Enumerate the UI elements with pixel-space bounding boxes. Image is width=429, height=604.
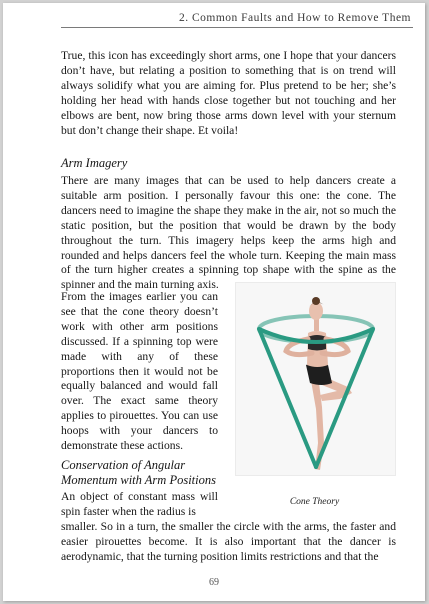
paragraph [61,174,396,293]
book-page [3,3,425,601]
page-number: 69 [209,577,219,588]
paragraph-text: There are many images that can be used to help dancers create a suitable arm position. I personally favour this one: the cone. The dancers need to imagine the shape they make in the air, not so much the static position, but the position that would be drawn by the body throughout the turn. This imagery helps keep the arms high and rounded and helps dancers feel the whole turn. Keeping the main mass of the turn higher creates a spinning top shape with the spine as the spinner and the main turning axis. [61,174,396,292]
dancer-in-cone-illustration [236,283,395,475]
paragraph [61,49,396,138]
paragraph-text: An object of constant mass will spin faster when the radius is [61,490,218,518]
running-head: 2. Common Faults and How to Remove Them [178,12,411,24]
cone-theory-figure [235,282,396,476]
section-heading-arm-imagery: Arm Imagery [61,156,128,170]
paragraph-text: True, this icon has exceedingly short arms, one I hope that your dancers don’t have, but relating a position to something that is on trend will always solidify what you are aiming for. Plus pretend to be her; she’s holding her head with hands close together but not touching and her elbows are bent, now bring those arms down level with your sternum but don’t change their shape. Et voila! [61,49,396,137]
paragraph [61,520,396,565]
section-heading-conservation: Conservation of Angular Momentum with Arm Positions [61,458,216,487]
header-divider [61,27,413,28]
paragraph-text: From the images earlier you can see that the cone theory doesn’t work with other arm positions discussed. If a spinning top were made with any of these proportions then it would not be equally balanced and would fall over. The exact same theory applies to pirouettes. You can use hoops with your dancers to demonstrate these actions. [61,290,218,453]
paragraph-text: smaller. So in a turn, the smaller the circle with the arms, the faster and easier pirouettes become. It is also important that the dancer is aerodynamic, that the turning position limits restrictions and that the [61,520,396,563]
figure-caption: Cone Theory [289,497,340,507]
